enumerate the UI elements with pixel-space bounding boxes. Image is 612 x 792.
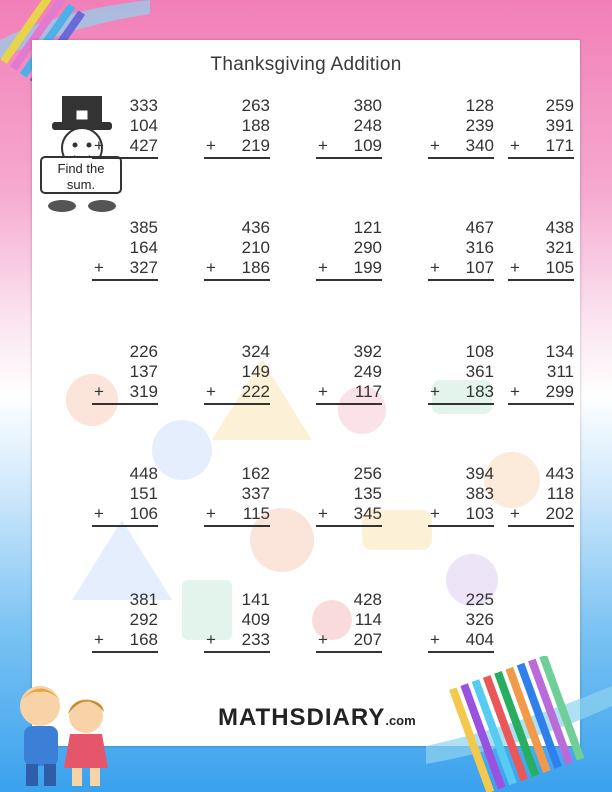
addend-1: 259	[545, 96, 574, 115]
addend-2: 383	[465, 484, 494, 503]
sum-line	[428, 525, 494, 527]
addition-problem	[200, 464, 270, 527]
addend-2: 361	[465, 362, 494, 381]
plus-sign: +	[94, 630, 104, 649]
addend-1: 128	[465, 96, 494, 115]
addend-2: 149	[241, 362, 270, 381]
addend-2: 118	[546, 484, 574, 503]
addend-3-value: 427	[129, 136, 158, 155]
sum-line	[428, 651, 494, 653]
addend-2: 326	[465, 610, 494, 629]
logo-text-maths: MATHS	[218, 704, 307, 731]
addend-2: 188	[241, 116, 270, 135]
addend-1: 324	[241, 342, 270, 361]
addend-3-value: 319	[129, 382, 158, 401]
addend-3	[312, 258, 382, 278]
addition-problem	[88, 590, 158, 653]
addend-1: 381	[129, 590, 158, 609]
plus-sign: +	[318, 136, 328, 155]
addition-problem	[312, 590, 382, 653]
mathsdiary-logo	[218, 704, 416, 732]
addend-2: 137	[129, 362, 158, 381]
addend-2: 311	[546, 362, 574, 381]
addend-1: 141	[241, 590, 270, 609]
addition-problem	[424, 96, 494, 159]
addend-3	[88, 136, 158, 156]
addend-2: 321	[545, 238, 574, 257]
addition-problem	[312, 218, 382, 281]
addend-3	[312, 382, 382, 402]
addend-3	[312, 504, 382, 524]
sum-line	[316, 525, 382, 527]
addend-1: 443	[545, 464, 574, 483]
plus-sign: +	[510, 258, 520, 277]
addend-2: 239	[465, 116, 494, 135]
addition-problem	[424, 464, 494, 527]
addition-problem	[504, 218, 574, 281]
addend-3	[424, 504, 494, 524]
addend-1: 134	[545, 342, 574, 361]
addend-1: 162	[241, 464, 270, 483]
sum-line	[428, 279, 494, 281]
sum-line	[428, 157, 494, 159]
addition-problem	[200, 218, 270, 281]
addend-2: 104	[129, 116, 158, 135]
addition-problem	[200, 96, 270, 159]
plus-sign: +	[318, 382, 328, 401]
logo-text-diary: DIARY	[306, 704, 386, 731]
addend-3-value: 109	[353, 136, 382, 155]
sum-line	[204, 279, 270, 281]
addend-3	[200, 630, 270, 650]
addend-3	[200, 382, 270, 402]
addend-1: 225	[465, 590, 494, 609]
addend-3	[88, 382, 158, 402]
sum-line	[508, 157, 574, 159]
addition-problem	[88, 96, 158, 159]
plus-sign: +	[318, 630, 328, 649]
plus-sign: +	[206, 136, 216, 155]
plus-sign: +	[94, 504, 104, 523]
addend-3-value: 299	[545, 382, 574, 401]
addition-problem	[504, 96, 574, 159]
sum-line	[316, 157, 382, 159]
addend-3	[504, 504, 574, 524]
addend-3-value: 345	[353, 504, 382, 523]
addend-3-value: 105	[545, 258, 574, 277]
addend-3-value: 183	[465, 382, 494, 401]
plus-sign: +	[206, 258, 216, 277]
addend-1: 380	[353, 96, 382, 115]
addition-problem	[424, 342, 494, 405]
logo-text-com: .com	[385, 713, 416, 728]
addend-3-value: 117	[354, 382, 382, 401]
addend-1: 392	[353, 342, 382, 361]
addend-3-value: 168	[129, 630, 158, 649]
addend-1: 333	[129, 96, 158, 115]
addend-1: 256	[353, 464, 382, 483]
plus-sign: +	[206, 504, 216, 523]
sum-line	[316, 651, 382, 653]
sum-line	[92, 279, 158, 281]
sum-line	[92, 651, 158, 653]
addend-2: 391	[545, 116, 574, 135]
addend-1: 385	[129, 218, 158, 237]
plus-sign: +	[430, 630, 440, 649]
addend-2: 164	[129, 238, 158, 257]
sum-line	[508, 403, 574, 405]
addend-2: 316	[465, 238, 494, 257]
addition-problem	[312, 464, 382, 527]
plus-sign: +	[94, 382, 104, 401]
addend-2: 409	[241, 610, 270, 629]
addend-3-value: 222	[241, 382, 270, 401]
addend-3-value: 327	[129, 258, 158, 277]
addend-3	[88, 630, 158, 650]
addend-2: 292	[129, 610, 158, 629]
addend-3	[504, 382, 574, 402]
addend-3	[424, 382, 494, 402]
sum-line	[204, 403, 270, 405]
addend-3-value: 340	[465, 136, 494, 155]
addend-2: 210	[241, 238, 270, 257]
addition-problem	[424, 590, 494, 653]
addition-problem	[88, 464, 158, 527]
addition-problem	[424, 218, 494, 281]
plus-sign: +	[206, 382, 216, 401]
plus-sign: +	[510, 504, 520, 523]
addend-2: 151	[129, 484, 158, 503]
addend-3	[312, 136, 382, 156]
addend-3-value: 107	[465, 258, 494, 277]
plus-sign: +	[318, 504, 328, 523]
plus-sign: +	[430, 504, 440, 523]
addend-1: 226	[129, 342, 158, 361]
sum-line	[204, 157, 270, 159]
addend-3-value: 103	[465, 504, 494, 523]
addend-1: 428	[353, 590, 382, 609]
worksheet-title: Thanksgiving Addition	[210, 54, 402, 75]
sum-line	[428, 403, 494, 405]
addend-3-value: 404	[465, 630, 494, 649]
addend-3	[88, 258, 158, 278]
addend-1: 108	[465, 342, 494, 361]
sum-line	[316, 279, 382, 281]
plus-sign: +	[430, 136, 440, 155]
addend-3	[88, 504, 158, 524]
addend-3	[200, 136, 270, 156]
plus-sign: +	[318, 258, 328, 277]
addend-3	[424, 630, 494, 650]
addition-problem	[88, 342, 158, 405]
plus-sign: +	[510, 382, 520, 401]
addend-3	[504, 258, 574, 278]
addend-3-value: 202	[545, 504, 574, 523]
worksheet	[32, 40, 580, 746]
addition-problem	[504, 464, 574, 527]
sum-line	[204, 651, 270, 653]
addend-1: 438	[545, 218, 574, 237]
sum-line	[92, 157, 158, 159]
addend-3-value: 233	[241, 630, 270, 649]
sum-line	[92, 525, 158, 527]
addend-3	[200, 504, 270, 524]
addend-3	[312, 630, 382, 650]
addition-problem	[200, 590, 270, 653]
plus-sign: +	[206, 630, 216, 649]
addend-3-value: 199	[353, 258, 382, 277]
addend-1: 436	[241, 218, 270, 237]
sum-line	[92, 403, 158, 405]
addend-3	[424, 258, 494, 278]
addend-2: 114	[354, 610, 382, 629]
addend-3-value: 219	[241, 136, 270, 155]
sum-line	[508, 279, 574, 281]
addend-1: 467	[465, 218, 494, 237]
addend-2: 249	[353, 362, 382, 381]
sum-line	[316, 403, 382, 405]
plus-sign: +	[94, 258, 104, 277]
addend-2: 248	[353, 116, 382, 135]
addend-2: 337	[241, 484, 270, 503]
addend-3-value: 106	[129, 504, 158, 523]
addend-3-value: 207	[353, 630, 382, 649]
addend-3-value: 171	[545, 136, 574, 155]
addition-problem	[504, 342, 574, 405]
addend-3	[424, 136, 494, 156]
colored-pencils-decoration	[426, 656, 612, 792]
addition-problem	[88, 218, 158, 281]
addend-1: 394	[465, 464, 494, 483]
sum-line	[508, 525, 574, 527]
instruction-sign: Find the sum.	[40, 156, 122, 194]
sum-line	[204, 525, 270, 527]
addend-3	[200, 258, 270, 278]
kids-illustration	[6, 676, 116, 788]
plus-sign: +	[430, 258, 440, 277]
addition-problem	[312, 342, 382, 405]
addend-1: 263	[241, 96, 270, 115]
plus-sign: +	[94, 136, 104, 155]
addition-problem	[312, 96, 382, 159]
addend-2: 135	[353, 484, 382, 503]
addend-2: 290	[353, 238, 382, 257]
addend-3-value: 115	[242, 504, 270, 523]
addend-1: 448	[129, 464, 158, 483]
addend-1: 121	[353, 218, 382, 237]
plus-sign: +	[430, 382, 440, 401]
plus-sign: +	[510, 136, 520, 155]
addend-3	[504, 136, 574, 156]
addend-3-value: 186	[241, 258, 270, 277]
addition-problem	[200, 342, 270, 405]
